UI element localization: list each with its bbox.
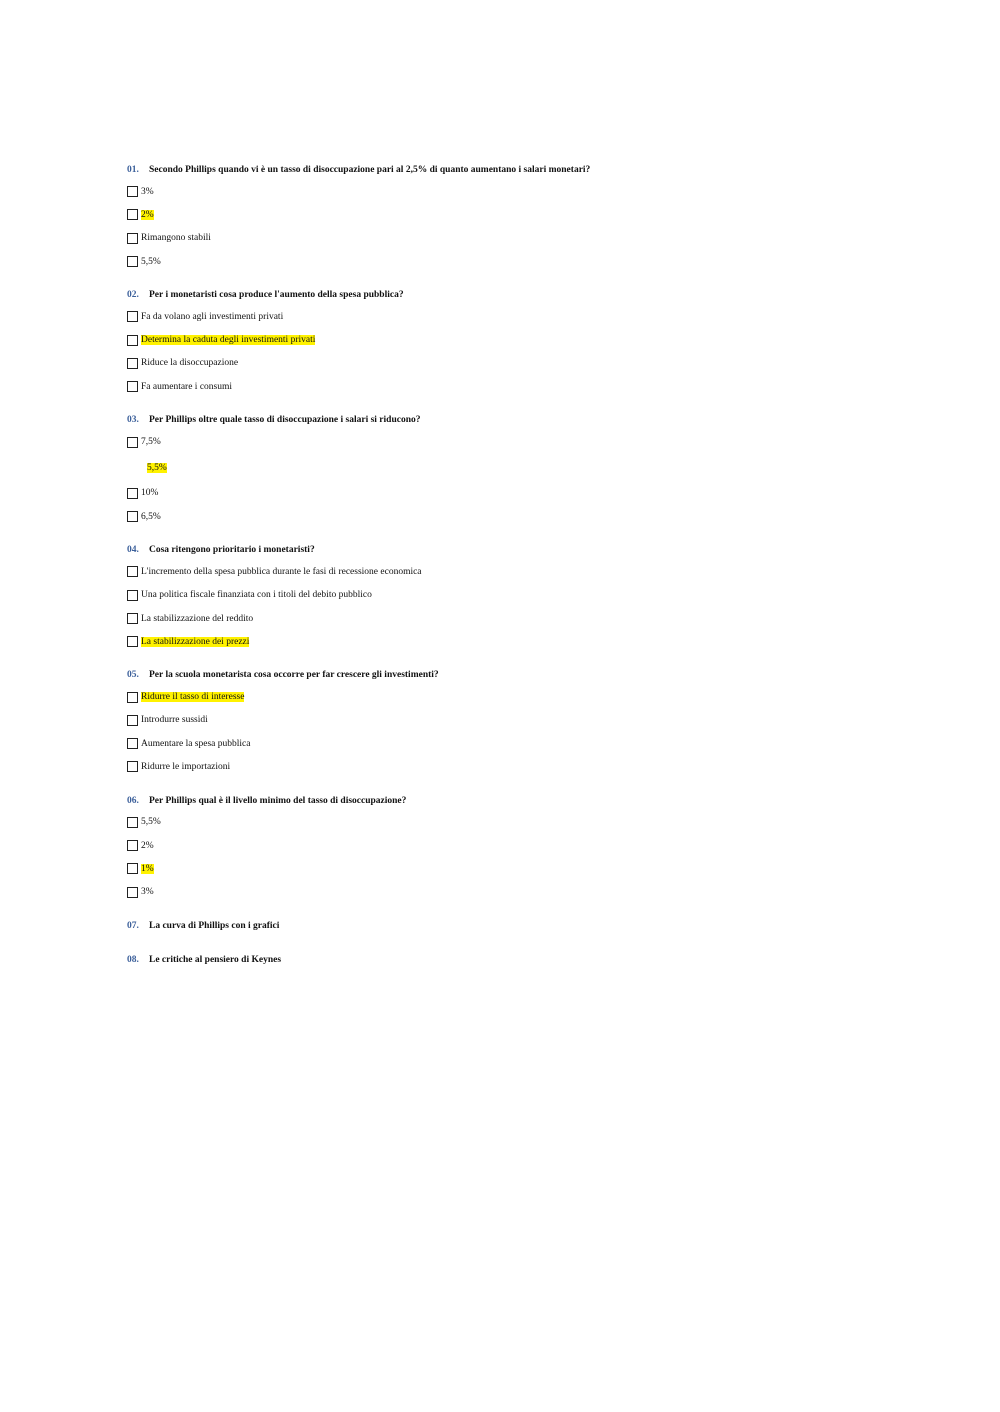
highlighted-answer-label: 2% <box>141 209 154 220</box>
answer-label: 5,5% <box>141 256 161 267</box>
open-questions <box>127 916 887 970</box>
answer-label: 3% <box>141 887 154 898</box>
question-spacer <box>127 398 887 410</box>
checkbox-icon[interactable] <box>127 335 138 346</box>
question-spacer <box>127 653 887 665</box>
answer-label: Ridurre le importazioni <box>141 761 231 772</box>
question-heading <box>127 665 887 685</box>
question-spacer <box>127 779 887 791</box>
checkbox-icon[interactable] <box>127 817 138 828</box>
question-2 <box>127 285 887 410</box>
answer-label: 5,5% <box>141 817 161 828</box>
answer-label: 10% <box>141 488 159 499</box>
question-number: 08. <box>127 954 139 965</box>
answer-option[interactable] <box>127 584 887 607</box>
answer-label: 2% <box>141 840 154 851</box>
question-spacer <box>127 273 887 285</box>
question-spacer <box>127 528 887 540</box>
answer-option[interactable] <box>127 454 887 482</box>
question-heading <box>127 540 887 560</box>
highlighted-answer-label: 1% <box>141 863 154 874</box>
answer-option[interactable] <box>127 857 887 880</box>
question-heading <box>127 791 887 811</box>
checkbox-icon[interactable] <box>127 437 138 448</box>
answer-label: Fa aumentare i consumi <box>141 381 233 392</box>
question-text: Le critiche al pensiero di Keynes <box>149 954 282 965</box>
question-number: 03. <box>127 415 139 426</box>
answer-option[interactable] <box>127 227 887 250</box>
checkbox-icon[interactable] <box>127 715 138 726</box>
answer-option[interactable] <box>127 505 887 528</box>
multiple-choice-questions <box>127 160 887 916</box>
question-text: Cosa ritengono prioritario i monetaristi? <box>149 545 315 556</box>
question-spacer <box>127 904 887 916</box>
answer-option[interactable] <box>127 607 887 630</box>
answer-option[interactable] <box>127 352 887 375</box>
question-text: La curva di Phillips con i grafici <box>149 920 280 931</box>
checkbox-icon[interactable] <box>127 613 138 624</box>
checkbox-icon[interactable] <box>127 863 138 874</box>
highlighted-answer-label: Ridurre il tasso di interesse <box>141 692 245 703</box>
answer-option[interactable] <box>127 881 887 904</box>
answer-label: Riduce la disoccupazione <box>141 358 239 369</box>
checkbox-icon[interactable] <box>127 233 138 244</box>
checkbox-icon[interactable] <box>127 186 138 197</box>
checkbox-icon <box>133 462 144 473</box>
answer-label: Una politica fiscale finanziata con i titoli del debito pubblico <box>141 590 372 601</box>
checkbox-icon[interactable] <box>127 256 138 267</box>
answer-option[interactable] <box>127 709 887 732</box>
question-number: 04. <box>127 545 139 556</box>
highlighted-answer-label: Determina la caduta degli investimenti privati <box>141 335 316 346</box>
checkbox-icon[interactable] <box>127 381 138 392</box>
answer-label: Rimangono stabili <box>141 233 211 244</box>
checkbox-icon[interactable] <box>127 738 138 749</box>
checkbox-icon[interactable] <box>127 636 138 647</box>
question-heading <box>127 916 887 936</box>
answer-option[interactable] <box>127 375 887 398</box>
question-number: 05. <box>127 670 139 681</box>
checkbox-icon[interactable] <box>127 511 138 522</box>
question-number: 01. <box>127 165 139 175</box>
answer-option[interactable] <box>127 180 887 203</box>
answer-option[interactable] <box>127 811 887 834</box>
checkbox-icon[interactable] <box>127 887 138 898</box>
answer-option[interactable] <box>127 328 887 351</box>
highlighted-answer-label: 5,5% <box>147 462 167 473</box>
question-text: Per la scuola monetarista cosa occorre per far crescere gli investimenti? <box>149 670 439 681</box>
question-text: Per i monetaristi cosa produce l'aumento della spesa pubblica? <box>149 290 404 301</box>
question-6 <box>127 791 887 916</box>
checkbox-icon[interactable] <box>127 209 138 220</box>
question-5 <box>127 665 887 790</box>
checkbox-icon[interactable] <box>127 692 138 703</box>
answer-option[interactable] <box>127 203 887 226</box>
checkbox-icon[interactable] <box>127 761 138 772</box>
answer-label: 3% <box>141 186 154 197</box>
answer-label: Aumentare la spesa pubblica <box>141 738 251 749</box>
question-number: 02. <box>127 290 139 301</box>
checkbox-icon[interactable] <box>127 311 138 322</box>
open-question-7 <box>127 916 887 936</box>
question-text: Per Phillips qual è il livello minimo del tasso di disoccupazione? <box>149 795 407 806</box>
answer-option[interactable] <box>127 250 887 273</box>
answer-option[interactable] <box>127 685 887 708</box>
question-text: Secondo Phillips quando vi è un tasso di disoccupazione pari al 2,5% di quanto aumentano i salari monetari? <box>149 165 591 175</box>
answer-label: 6,5% <box>141 511 161 522</box>
question-heading <box>127 160 887 180</box>
question-3 <box>127 410 887 540</box>
quiz-document <box>127 160 887 970</box>
answer-label: Introdurre sussidi <box>141 715 208 726</box>
answer-option[interactable] <box>127 560 887 583</box>
checkbox-icon[interactable] <box>127 590 138 601</box>
answer-label: La stabilizzazione del reddito <box>141 613 254 624</box>
checkbox-icon[interactable] <box>127 840 138 851</box>
answer-option[interactable] <box>127 630 887 653</box>
question-heading <box>127 285 887 305</box>
question-number: 06. <box>127 795 139 806</box>
answer-option[interactable] <box>127 755 887 778</box>
question-4 <box>127 540 887 665</box>
question-1 <box>127 160 887 285</box>
question-heading <box>127 410 887 430</box>
answer-label: Fa da volano agli investimenti privati <box>141 311 284 322</box>
answer-label: 7,5% <box>141 437 161 448</box>
answer-option[interactable] <box>127 430 887 453</box>
open-question-8 <box>127 950 887 970</box>
answer-option[interactable] <box>127 834 887 857</box>
checkbox-icon[interactable] <box>127 488 138 499</box>
answer-label: L'incremento della spesa pubblica durante le fasi di recessione economica <box>141 566 422 577</box>
answer-option[interactable] <box>127 305 887 328</box>
question-number: 07. <box>127 920 139 931</box>
checkbox-icon[interactable] <box>127 566 138 577</box>
answer-option[interactable] <box>127 482 887 505</box>
question-text: Per Phillips oltre quale tasso di disoccupazione i salari si riducono? <box>149 415 421 426</box>
question-heading <box>127 950 887 970</box>
answer-option[interactable] <box>127 732 887 755</box>
highlighted-answer-label: La stabilizzazione dei prezzi <box>141 636 250 647</box>
checkbox-icon[interactable] <box>127 358 138 369</box>
